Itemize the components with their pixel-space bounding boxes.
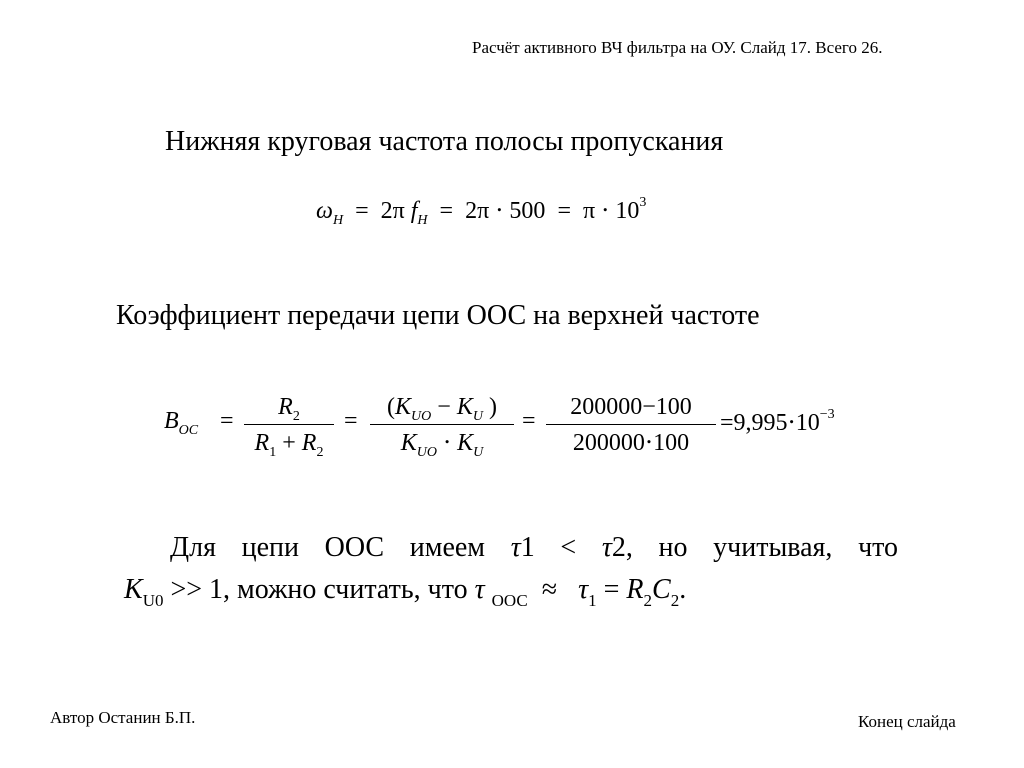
term-pi-10: π ⋅ 10 — [582, 198, 640, 224]
fraction-k-denominator: $K_{UO} \cdot K_U$ — [400, 430, 484, 460]
equals-c: = — [522, 408, 536, 434]
formula-boc — [162, 388, 882, 468]
fraction-numeric-numerator: 200000−100 — [570, 394, 692, 420]
fraction-numeric-denominator: 200000⋅100 — [572, 430, 690, 456]
tau-paragraph — [124, 527, 898, 614]
slide-header: Расчёт активного ВЧ фильтра на ОУ. Слайд 17. Всего 26. — [472, 38, 883, 57]
fraction-k — [370, 390, 514, 459]
f-subscript: H — [417, 213, 428, 228]
section1-heading: Нижняя круговая частота полосы пропускания — [165, 126, 724, 157]
section2-heading: Коэффициент передачи цепи ООС на верхней частоте — [116, 300, 760, 331]
fraction-r-denominator: $R_1 + R_2$ — [254, 430, 324, 460]
formula-omega — [316, 195, 647, 228]
paragraph-line-2: $K_{U0} >> 1$, можно считать, что τ $_{ООС}$ ≈ $\tau_1 = R_2C_2$. — [124, 574, 687, 610]
b-symbol: B — [164, 408, 179, 434]
omega-symbol: ω — [316, 198, 333, 224]
b-subscript: OC — [178, 423, 199, 438]
equals-1: = — [355, 198, 369, 224]
equals-a: = — [220, 408, 234, 434]
footer-author: Автор Останин Б.П. — [50, 708, 196, 727]
fraction-r-numerator: $R_2$ — [278, 394, 300, 424]
equals-3: = — [557, 198, 571, 224]
omega-subscript: H — [332, 213, 344, 228]
paragraph-line-1: Для цепи ООС имеем τ1 < τ2, но учитывая, что — [170, 532, 899, 563]
fraction-r — [244, 390, 334, 459]
term-2pi-500: 2π ⋅ 500 — [465, 198, 546, 224]
term-2pi: 2π — [380, 198, 405, 224]
term-exponent: 3 — [639, 195, 647, 210]
boc-result: $=9,995\cdot 10^{-3}$ — [720, 407, 835, 436]
equals-b: = — [344, 408, 358, 434]
equals-2: = — [439, 198, 454, 224]
boc-label — [164, 408, 199, 438]
end-of-slide-link[interactable]: Конец слайда — [858, 712, 956, 731]
fraction-numeric — [546, 390, 716, 459]
f-symbol: f — [410, 198, 418, 224]
fraction-k-numerator: ($K_{UO} - K_U$ ) — [387, 394, 497, 424]
